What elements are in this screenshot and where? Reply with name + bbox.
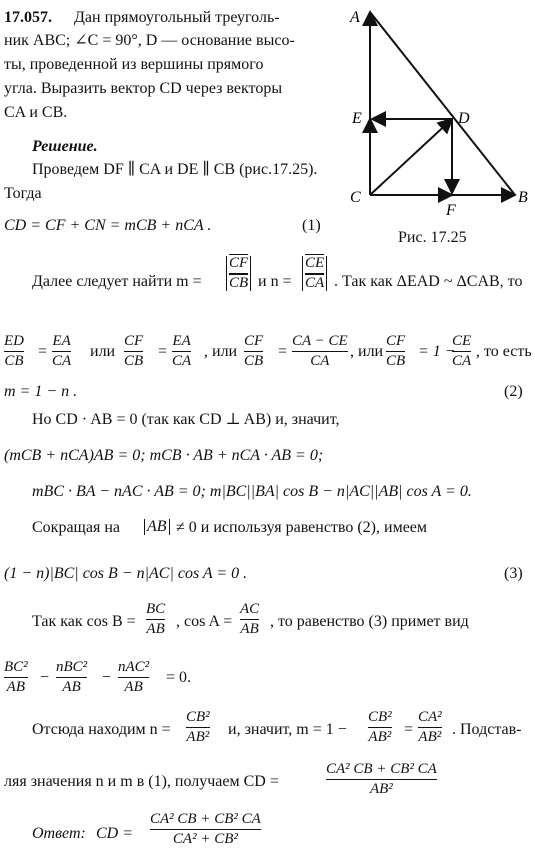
problem-number: 17.057. — [4, 9, 52, 26]
eq-sign-2: = — [158, 343, 168, 360]
since-c: , то равенство (3) примет вид — [270, 613, 469, 630]
eq-one-minus: = 1 − — [418, 343, 456, 360]
ratio-CF-CB-3: CF CB — [386, 333, 406, 369]
fraction-e3: nAC² AB — [118, 659, 150, 695]
equation-1: CD = CF + CN = mCB + nCA . — [4, 217, 212, 234]
solution-label: Решение. — [32, 138, 98, 155]
find-mn-b: . Так как ΔEAD ~ ΔCAB, то — [334, 273, 523, 290]
minus-1: − — [40, 669, 50, 686]
fraction-answer: CA² CB + CB² CA CA² + CB² — [150, 811, 261, 847]
figure-17-25 — [348, 4, 528, 229]
fraction-m2: CA² AB² — [418, 709, 442, 745]
problem-line-4: угла. Выразить вектор CD через векторы — [4, 80, 283, 97]
point-D: D — [458, 110, 470, 127]
reduce-a: Сокращая на — [32, 519, 120, 536]
problem-line-2: ник ABC; ∠C = 90°, D — основание высо- — [4, 32, 295, 49]
equation-2: m = 1 − n . — [4, 383, 78, 400]
ratio-CF-CB: CF CB — [124, 333, 144, 369]
point-A: A — [350, 9, 360, 26]
point-F: F — [446, 202, 456, 219]
then-line: Тогда — [4, 185, 42, 202]
draw-line: Проведем DF ∥ CA и DE ∥ CB (рис.17.25). — [32, 161, 318, 178]
ratio-CE-CA: CE CA — [452, 333, 472, 369]
point-C: C — [350, 189, 361, 206]
fraction-m-den: CB — [229, 275, 249, 291]
find-b: и, значит, m = 1 − — [228, 721, 347, 738]
segment-AB — [370, 12, 515, 195]
ratio-EA-CA: EA CA — [52, 333, 72, 369]
equation-1-number: (1) — [302, 217, 321, 234]
line-a: (mCB + nCA)AB = 0; mCB · AB + nCA · AB = 0; — [4, 447, 324, 464]
problem-line-5: CA и CB. — [4, 104, 68, 121]
figure-caption: Рис. 17.25 — [398, 229, 467, 246]
fraction-n-result: CB² AB² — [186, 709, 210, 745]
fraction-cosA: AC AB — [240, 601, 260, 637]
minus-2: − — [102, 669, 112, 686]
or-1: или — [90, 343, 116, 360]
since-a: Так как cos B = — [32, 613, 136, 630]
reduce-abs: AB — [144, 519, 170, 535]
fraction-n-den: CA — [305, 275, 325, 291]
fraction-cd: CA² CB + CB² CA AB² — [326, 761, 437, 797]
find-a: Отсюда находим n = — [32, 721, 171, 738]
problem-line-1: Дан прямоугольный треуголь- — [74, 9, 280, 26]
fraction-n — [302, 256, 327, 291]
find-mn-and: и n = — [258, 273, 292, 290]
eq-sign-3: = — [278, 343, 288, 360]
fraction-m-num: $\overline{CF}$ — [229, 255, 249, 271]
reduce-b: ≠ 0 и используя равенство (2), имеем — [176, 519, 428, 536]
but-line: Но CD · AB = 0 (так как CD ⊥ AB) и, значит, — [32, 411, 340, 428]
eq-sign-1: = — [38, 343, 48, 360]
line-b: mBC · BA − nAC · AB = 0; m|BC||BA| cos B − n|AC||AB| cos A = 0. — [32, 483, 472, 500]
or-3: , или — [350, 343, 384, 360]
fraction-m — [226, 256, 251, 291]
fraction-n-num: $\overline{CE}$ — [305, 255, 325, 271]
since-b: , cos A = — [176, 613, 233, 630]
answer-eq: CD = — [96, 825, 134, 842]
ratio-EA-CA-2: EA CA — [172, 333, 192, 369]
equation-2-number: (2) — [504, 383, 523, 400]
problem-line-3: ты, проведенной из вершины прямого — [4, 56, 264, 73]
find-c: = — [404, 721, 414, 738]
subst-line: ляя значения n и m в (1), получаем CD = — [4, 773, 279, 790]
fraction-e2: nBC² AB — [56, 659, 88, 695]
point-B: B — [518, 189, 528, 206]
eq4-tail: = 0. — [166, 669, 192, 686]
ratio-diff: CA − CE CA — [292, 333, 348, 369]
ratio-CF-CB-2: CF CB — [244, 333, 264, 369]
ratio-ED-CB: ED CB — [4, 333, 24, 369]
fraction-m-result: CB² AB² — [368, 709, 392, 745]
segment-CD — [370, 119, 452, 195]
equation-3: (1 − n)|BC| cos B − n|AC| cos A = 0 . — [4, 565, 248, 582]
fraction-cosB: BC AB — [146, 601, 166, 637]
or-2: , или — [204, 343, 238, 360]
fraction-e1: BC² AB — [4, 659, 28, 695]
point-E: E — [352, 110, 362, 127]
equation-3-number: (3) — [504, 565, 523, 582]
that-is: , то есть — [476, 343, 532, 360]
find-d: . Подстав- — [452, 721, 522, 738]
find-mn-a: Далее следует найти m = — [32, 273, 202, 290]
answer-label: Ответ: — [32, 825, 86, 842]
